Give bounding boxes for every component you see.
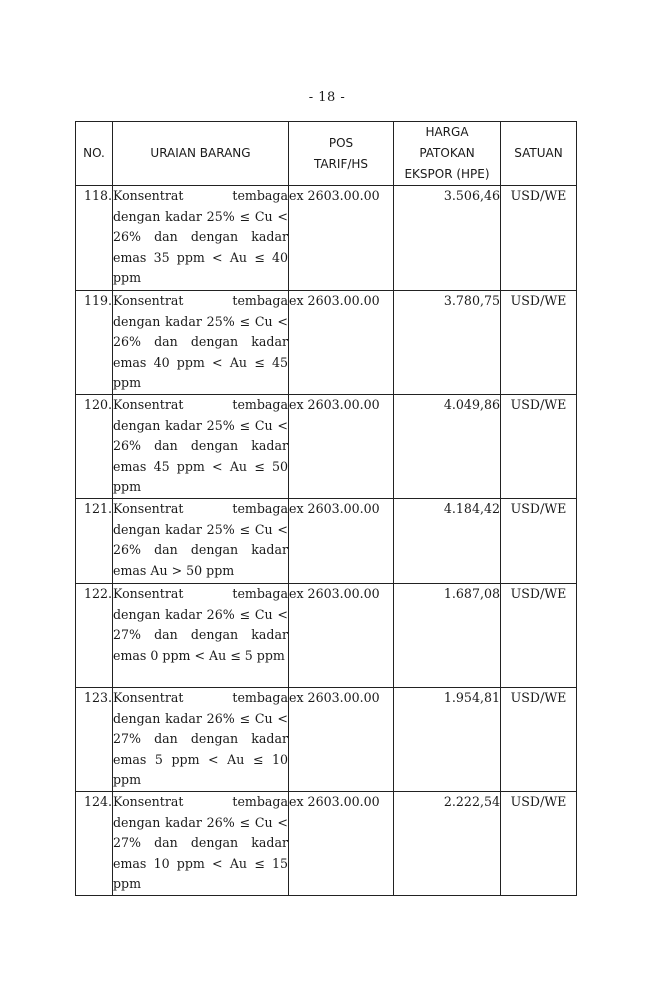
hs-code: ex 2603.00.00 <box>289 792 394 896</box>
table-body <box>76 186 577 896</box>
header-row <box>76 122 577 186</box>
unit: USD/WE <box>501 395 577 499</box>
export-price: 3.780,75 <box>394 291 501 395</box>
item-description: Konsentrat tembaga dengan kadar 25% ≤ Cu < 26% dan dengan kadar emas Au > 50 ppm <box>113 499 289 584</box>
hs-code: ex 2603.00.00 <box>289 688 394 792</box>
item-description: Konsentrat tembaga dengan kadar 26% ≤ Cu < 27% dan dengan kadar emas 0 ppm < Au ≤ 5 ppm <box>113 584 289 688</box>
header-satuan: SATUAN <box>501 122 577 186</box>
table-row <box>76 584 577 688</box>
item-description: Konsentrat tembaga dengan kadar 25% ≤ Cu < 26% dan dengan kadar emas 45 ppm < Au ≤ 50 ppm <box>113 395 289 499</box>
table-row <box>76 688 577 792</box>
hs-code: ex 2603.00.00 <box>289 499 394 584</box>
row-number: 118. <box>76 186 113 291</box>
header-harga-patokan: HARGA PATOKAN EKSPOR (HPE) <box>394 122 501 186</box>
export-price-table <box>75 121 577 896</box>
table-header <box>76 122 577 186</box>
export-price: 1.954,81 <box>394 688 501 792</box>
unit: USD/WE <box>501 186 577 291</box>
row-number: 123. <box>76 688 113 792</box>
header-no: NO. <box>76 122 113 186</box>
table-row <box>76 186 577 291</box>
row-number: 120. <box>76 395 113 499</box>
unit: USD/WE <box>501 291 577 395</box>
table-row <box>76 792 577 896</box>
hs-code: ex 2603.00.00 <box>289 291 394 395</box>
table-row <box>76 291 577 395</box>
unit: USD/WE <box>501 499 577 584</box>
item-description: Konsentrat tembaga dengan kadar 26% ≤ Cu < 27% dan dengan kadar emas 10 ppm < Au ≤ 15 ppm <box>113 792 289 896</box>
page-number: - 18 - <box>308 90 346 105</box>
row-number: 121. <box>76 499 113 584</box>
table-row <box>76 395 577 499</box>
item-description: Konsentrat tembaga dengan kadar 25% ≤ Cu < 26% dan dengan kadar emas 40 ppm < Au ≤ 45 ppm <box>113 291 289 395</box>
export-price: 2.222,54 <box>394 792 501 896</box>
hs-code: ex 2603.00.00 <box>289 395 394 499</box>
row-number: 119. <box>76 291 113 395</box>
export-price: 4.049,86 <box>394 395 501 499</box>
header-uraian-barang: URAIAN BARANG <box>113 122 289 186</box>
unit: USD/WE <box>501 792 577 896</box>
item-description: Konsentrat tembaga dengan kadar 26% ≤ Cu < 27% dan dengan kadar emas 5 ppm < Au ≤ 10 ppm <box>113 688 289 792</box>
row-number: 124. <box>76 792 113 896</box>
header-pos-tarif: POS TARIF/HS <box>289 122 394 186</box>
row-number: 122. <box>76 584 113 688</box>
export-price: 4.184,42 <box>394 499 501 584</box>
table-row <box>76 499 577 584</box>
hs-code: ex 2603.00.00 <box>289 584 394 688</box>
unit: USD/WE <box>501 688 577 792</box>
export-price: 3.506,46 <box>394 186 501 291</box>
export-price: 1.687,08 <box>394 584 501 688</box>
unit: USD/WE <box>501 584 577 688</box>
hs-code: ex 2603.00.00 <box>289 186 394 291</box>
item-description: Konsentrat tembaga dengan kadar 25% ≤ Cu < 26% dan dengan kadar emas 35 ppm < Au ≤ 40 ppm <box>113 186 289 291</box>
